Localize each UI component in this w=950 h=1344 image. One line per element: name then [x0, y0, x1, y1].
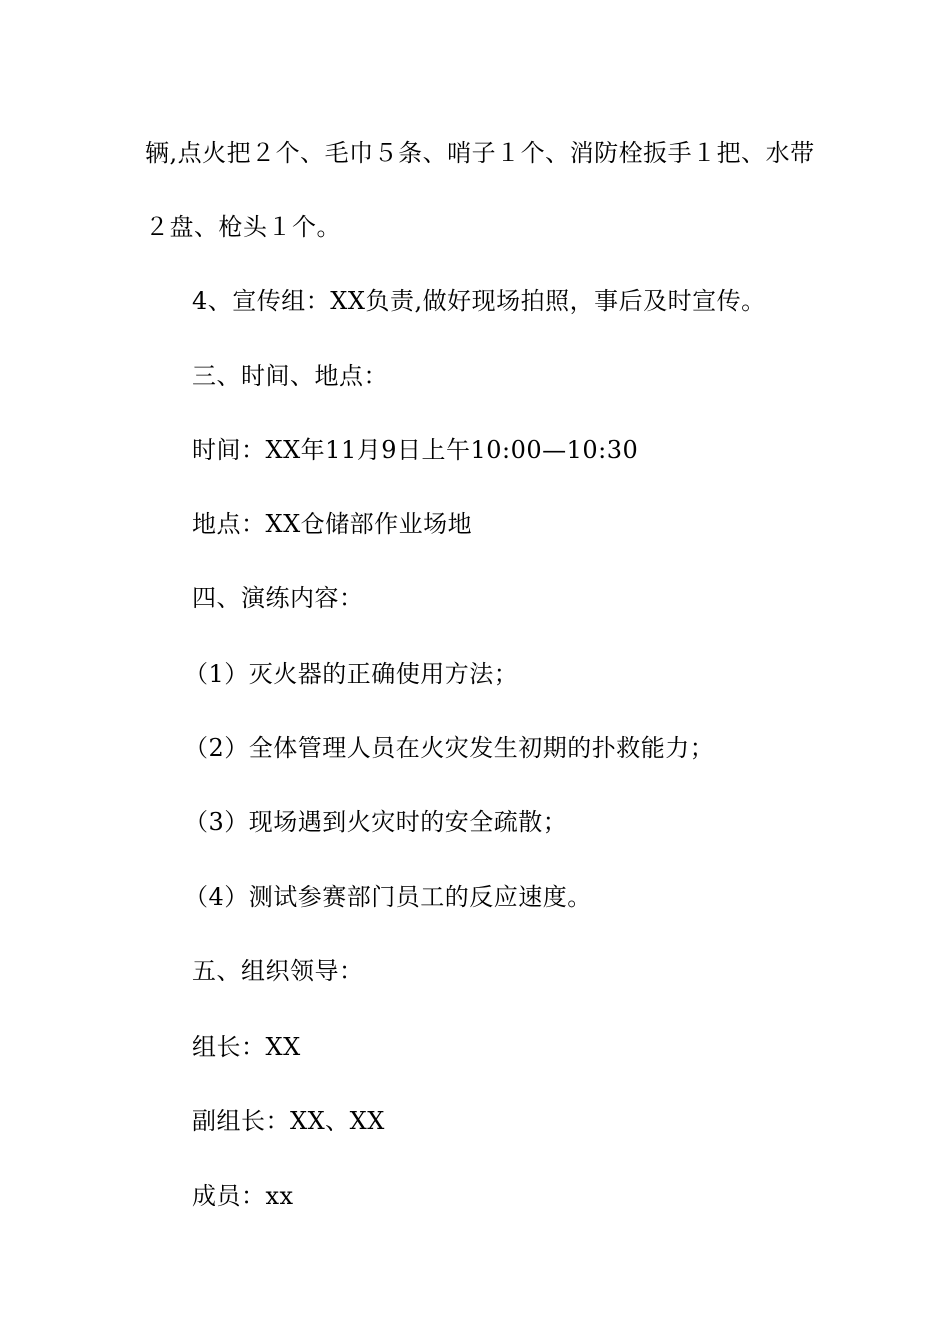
leader-line: 组长：XX — [192, 1033, 301, 1061]
paragraph-continuation-line-1: 辆,点火把２个、毛巾５条、哨子１个、消防栓扳手１把、水带 — [145, 139, 815, 167]
section-heading-drill-content: 四、演练内容： — [192, 584, 364, 612]
section-heading-leadership: 五、组织领导： — [192, 957, 364, 985]
drill-content-item-3: （3）现场遇到火灾时的安全疏散； — [184, 808, 568, 836]
drill-content-item-2: （2）全体管理人员在火灾发生初期的扑救能力； — [184, 734, 715, 762]
members-line: 成员：xx — [192, 1182, 294, 1210]
time-line: 时间：XX年11月9日上午10:00—10:30 — [192, 436, 639, 464]
drill-content-item-1: （1）灭火器的正确使用方法； — [184, 660, 519, 688]
publicity-group-item: 4、宣传组：XX负责,做好现场拍照，事后及时宣传。 — [192, 287, 766, 315]
deputy-leader-line: 副组长：XX、XX — [192, 1107, 385, 1135]
place-line: 地点：XX仓储部作业场地 — [192, 510, 473, 538]
drill-content-item-4: （4）测试参赛部门员工的反应速度。 — [184, 883, 592, 911]
paragraph-continuation-line-2: ２盘、枪头１个。 — [145, 213, 341, 241]
section-heading-time-place: 三、时间、地点： — [192, 362, 388, 390]
